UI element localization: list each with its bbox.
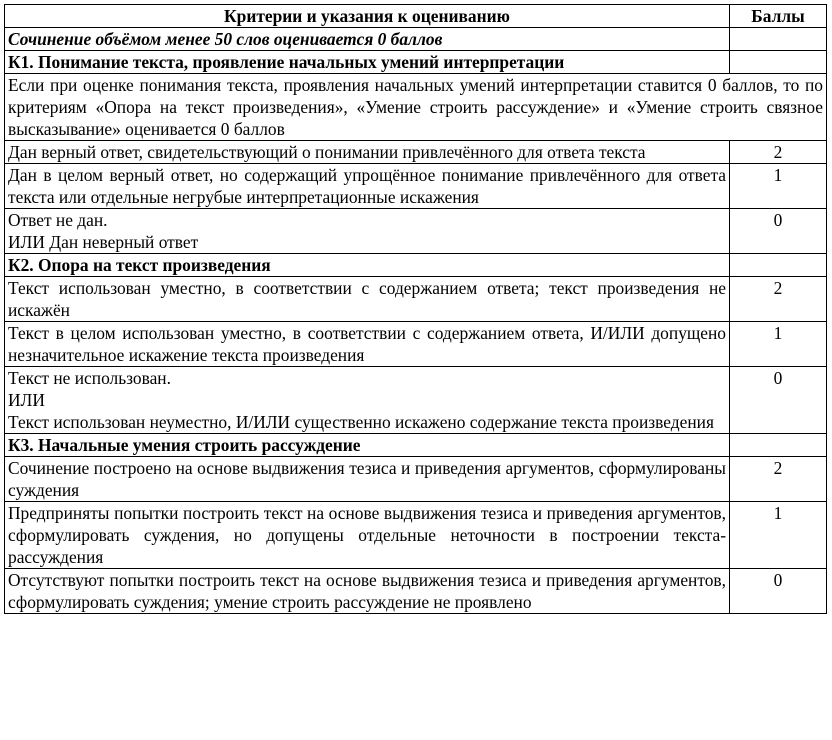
criterion-score: 2 [730, 277, 827, 322]
table-row [5, 141, 827, 164]
points-column-header: Баллы [730, 5, 827, 28]
empty-cell [730, 51, 827, 74]
section-title-k2: К2. Опора на текст произведения [5, 254, 730, 277]
empty-cell [730, 434, 827, 457]
grading-criteria-table [4, 4, 827, 614]
empty-cell [730, 254, 827, 277]
intro-note-row [5, 28, 827, 51]
criterion-text: Сочинение построено на основе выдвижения тезиса и приведения аргументов, сформулированы суждения [5, 457, 730, 502]
criterion-line: Ответ не дан. [8, 210, 108, 230]
criterion-line: ИЛИ [8, 390, 45, 410]
table-row [5, 367, 827, 434]
section-header-row [5, 51, 827, 74]
empty-cell [730, 28, 827, 51]
criterion-text: Текст использован уместно, в соответствии с содержанием ответа; текст произведения не искажён [5, 277, 730, 322]
criterion-line: Текст не использован. [8, 368, 171, 388]
table-row [5, 502, 827, 569]
table-row [5, 457, 827, 502]
section-header-row [5, 434, 827, 457]
k1-zero-score-note: Если при оценке понимания текста, проявления начальных умений интерпретации ставится 0 баллов, то по критериям «Опора на текст произведения», «Умение строить рассуждение» и «Умение строить связное высказывание» оценивается 0 баллов [5, 74, 827, 141]
table-header-row [5, 5, 827, 28]
table-row [5, 209, 827, 254]
criterion-score: 0 [730, 367, 827, 434]
criterion-line: Текст использован неуместно, И/ИЛИ существенно искажено содержание текста произведения [8, 412, 714, 432]
section-title-k3: К3. Начальные умения строить рассуждение [5, 434, 730, 457]
criterion-text: Дан в целом верный ответ, но содержащий упрощённое понимание привлечённого для ответа текста или отдельные негрубые интерпретационные искажения [5, 164, 730, 209]
criterion-text [5, 209, 730, 254]
criterion-score: 2 [730, 457, 827, 502]
table-row [5, 277, 827, 322]
table-row [5, 569, 827, 614]
criterion-score: 0 [730, 209, 827, 254]
intro-note: Сочинение объёмом менее 50 слов оценивается 0 баллов [5, 28, 730, 51]
criterion-score: 1 [730, 322, 827, 367]
criterion-line: ИЛИ Дан неверный ответ [8, 232, 199, 252]
criterion-score: 1 [730, 502, 827, 569]
criterion-text: Текст в целом использован уместно, в соответствии с содержанием ответа, И/ИЛИ допущено незначительное искажение текста произведения [5, 322, 730, 367]
table-row [5, 164, 827, 209]
section-header-row [5, 254, 827, 277]
criterion-score: 1 [730, 164, 827, 209]
criterion-score: 0 [730, 569, 827, 614]
criterion-text: Предприняты попытки построить текст на основе выдвижения тезиса и приведения аргументов, сформулировать суждения, но допущены отдельные неточности в построении текста-рассуждения [5, 502, 730, 569]
section-note-row [5, 74, 827, 141]
criterion-text: Дан верный ответ, свидетельствующий о понимании привлечённого для ответа текста [5, 141, 730, 164]
criterion-score: 2 [730, 141, 827, 164]
criteria-column-header: Критерии и указания к оцениванию [5, 5, 730, 28]
criterion-text: Отсутствуют попытки построить текст на основе выдвижения тезиса и приведения аргументов, сформулировать суждения; умение строить рассуждение не проявлено [5, 569, 730, 614]
table-row [5, 322, 827, 367]
criterion-text [5, 367, 730, 434]
section-title-k1: К1. Понимание текста, проявление начальных умений интерпретации [5, 51, 730, 74]
